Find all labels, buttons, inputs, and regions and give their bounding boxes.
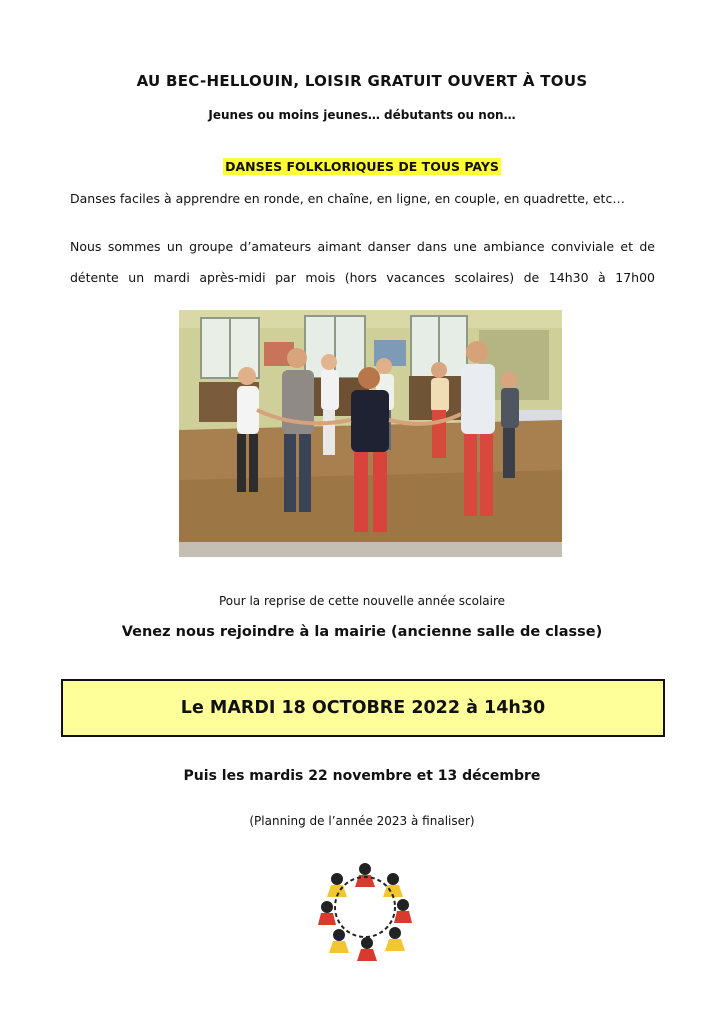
- group-paragraph: Nous sommes un groupe d’amateurs aimant danser dans une ambiance conviviale et de détente un mardi après-midi par mois (hors vacances scolaires) de 14h30 à 17h00: [70, 239, 655, 285]
- dancers-circle-logo: [315, 855, 415, 965]
- event-intro: Pour la reprise de cette nouvelle année scolaire: [218, 594, 506, 608]
- dancers-circle-icon: [315, 855, 415, 965]
- highlight-line: [0, 156, 724, 175]
- subtitle: Jeunes ou moins jeunes… débutants ou non…: [208, 108, 516, 122]
- page-title: AU BEC-HELLOUIN, LOISIR GRATUIT OUVERT À TOUS: [136, 72, 588, 90]
- following-dates: Puis les mardis 22 novembre et 13 décembre: [183, 768, 541, 784]
- planning-note: (Planning de l’année 2023 à finaliser): [249, 814, 475, 828]
- dance-photo-illustration: [179, 310, 562, 557]
- join-invitation: Venez nous rejoindre à la mairie (ancienne salle de classe): [121, 624, 603, 640]
- highlighted-heading: DANSES FOLKLORIQUES DE TOUS PAYS: [225, 159, 499, 174]
- event-date-box: [61, 679, 665, 737]
- dance-photo: [179, 310, 562, 557]
- event-date: Le MARDI 18 OCTOBRE 2022 à 14h30: [180, 698, 546, 718]
- description-paragraph: Danses faciles à apprendre en ronde, en chaîne, en ligne, en couple, en quadrette, etc…: [70, 191, 625, 206]
